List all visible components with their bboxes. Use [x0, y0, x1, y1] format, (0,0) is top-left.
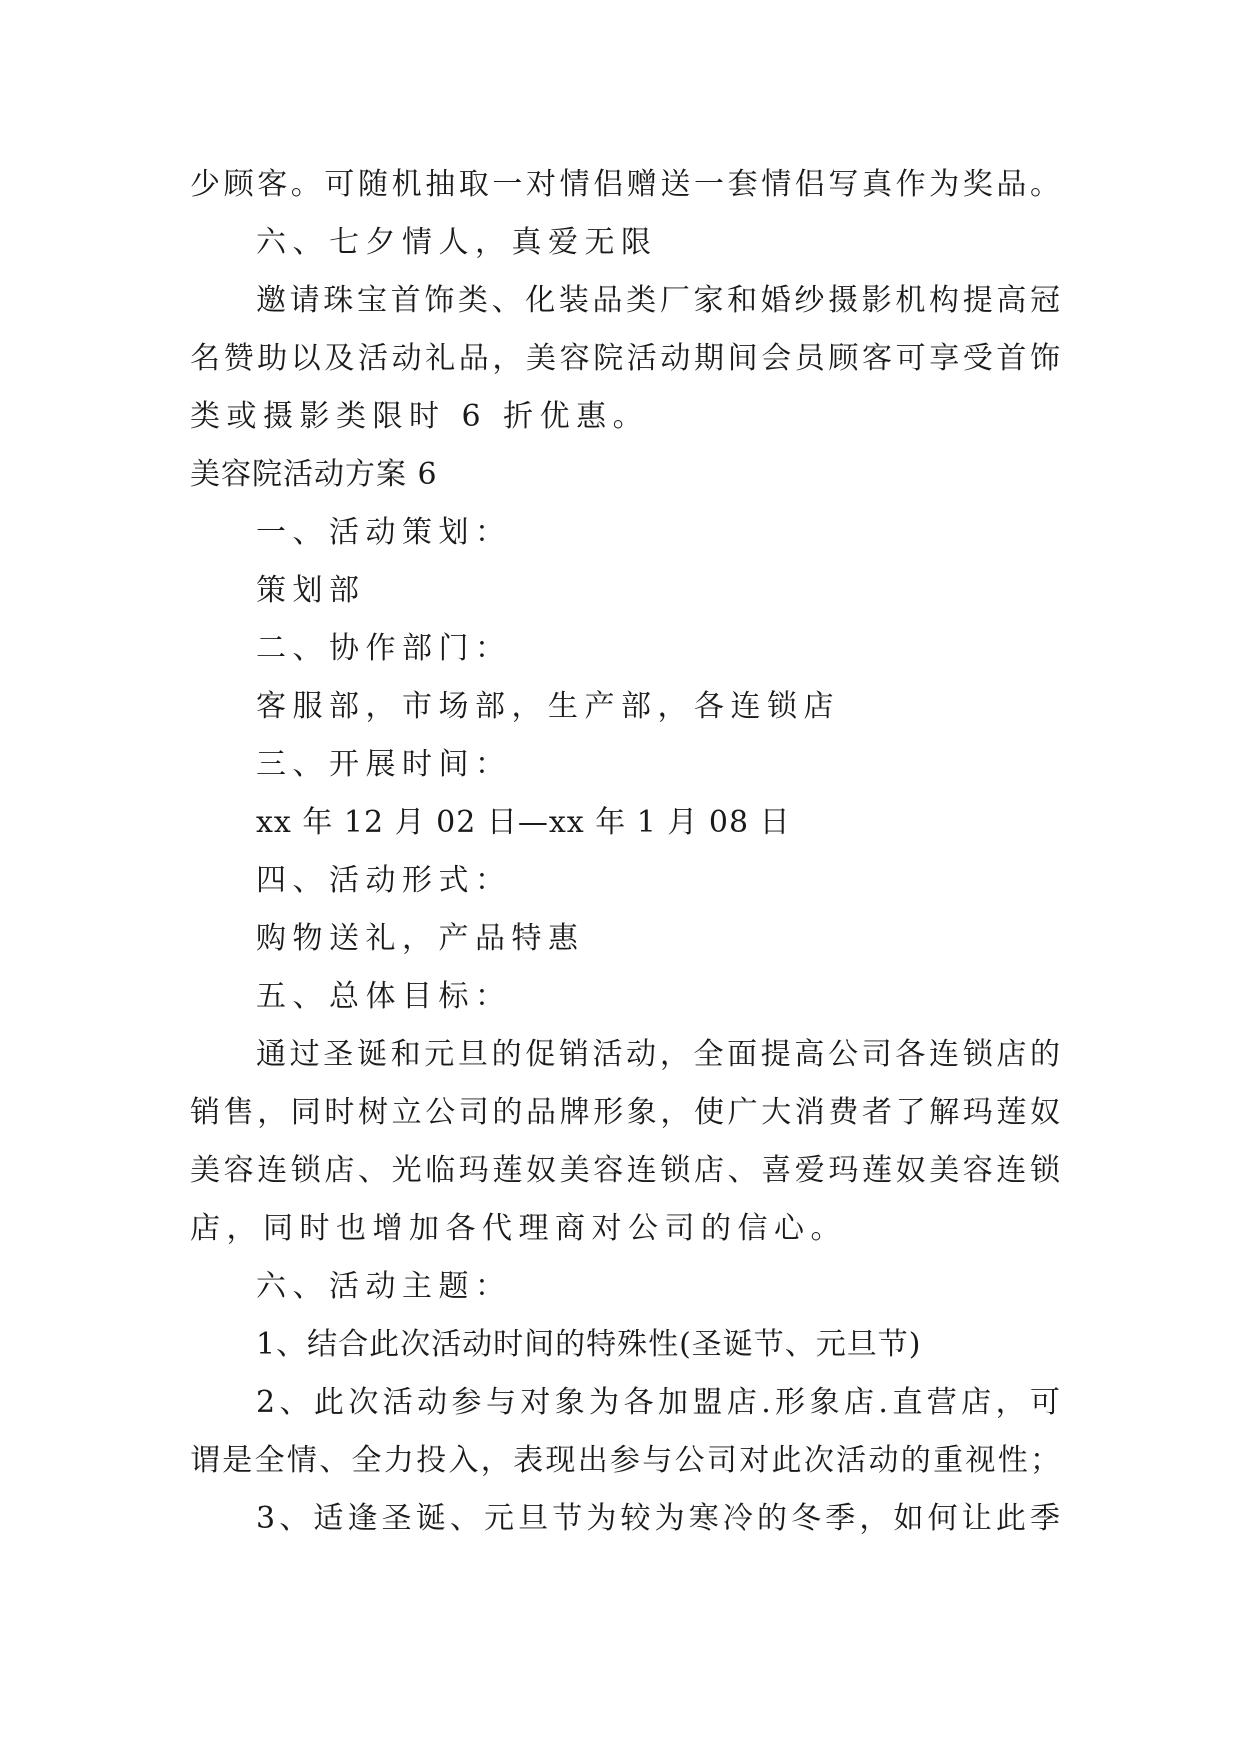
paragraph-line: 谓是全情、全力投入，表现出参与公司对此次活动的重视性；	[190, 1443, 1060, 1478]
list-item: 1、结合此次活动时间的特殊性(圣诞节、元旦节)	[256, 1327, 922, 1362]
paragraph-line: 邀请珠宝首饰类、化装品类厂家和婚纱摄影机构提高冠	[256, 283, 1060, 318]
paragraph-line: 店，同时也增加各代理商对公司的信心。	[190, 1211, 847, 1246]
document-title: 美容院活动方案 6	[190, 457, 438, 492]
paragraph-line: 通过圣诞和元旦的促销活动，全面提高公司各连锁店的	[256, 1037, 1060, 1072]
paragraph-line: 策划部	[256, 573, 366, 608]
paragraph-line: 类或摄影类限时 6 折优惠。	[190, 399, 650, 434]
section-heading: 一、活动策划：	[256, 515, 512, 550]
list-item: 2、此次活动参与对象为各加盟店.形象店.直营店，可	[256, 1385, 1060, 1420]
section-heading: 六、七夕情人，真爱无限	[256, 225, 658, 260]
section-heading: 六、活动主题：	[256, 1269, 512, 1304]
section-heading: 二、协作部门：	[256, 631, 512, 666]
paragraph-line: 销售，同时树立公司的品牌形象，使广大消费者了解玛莲奴	[190, 1095, 1060, 1130]
paragraph-line: xx 年 12 月 02 日—xx 年 1 月 08 日	[256, 805, 791, 840]
paragraph-line: 客服部，市场部，生产部，各连锁店	[256, 689, 840, 724]
paragraph-line: 少顾客。可随机抽取一对情侣赠送一套情侣写真作为奖品。	[190, 167, 1060, 202]
paragraph-line: 购物送礼，产品特惠	[256, 921, 585, 956]
section-heading: 五、总体目标：	[256, 979, 512, 1014]
list-item: 3、适逢圣诞、元旦节为较为寒冷的冬季，如何让此季	[256, 1501, 1060, 1536]
paragraph-line: 美容连锁店、光临玛莲奴美容连锁店、喜爱玛莲奴美容连锁	[190, 1153, 1060, 1188]
paragraph-line: 名赞助以及活动礼品，美容院活动期间会员顾客可享受首饰	[190, 341, 1060, 376]
section-heading: 三、开展时间：	[256, 747, 512, 782]
section-heading: 四、活动形式：	[256, 863, 512, 898]
